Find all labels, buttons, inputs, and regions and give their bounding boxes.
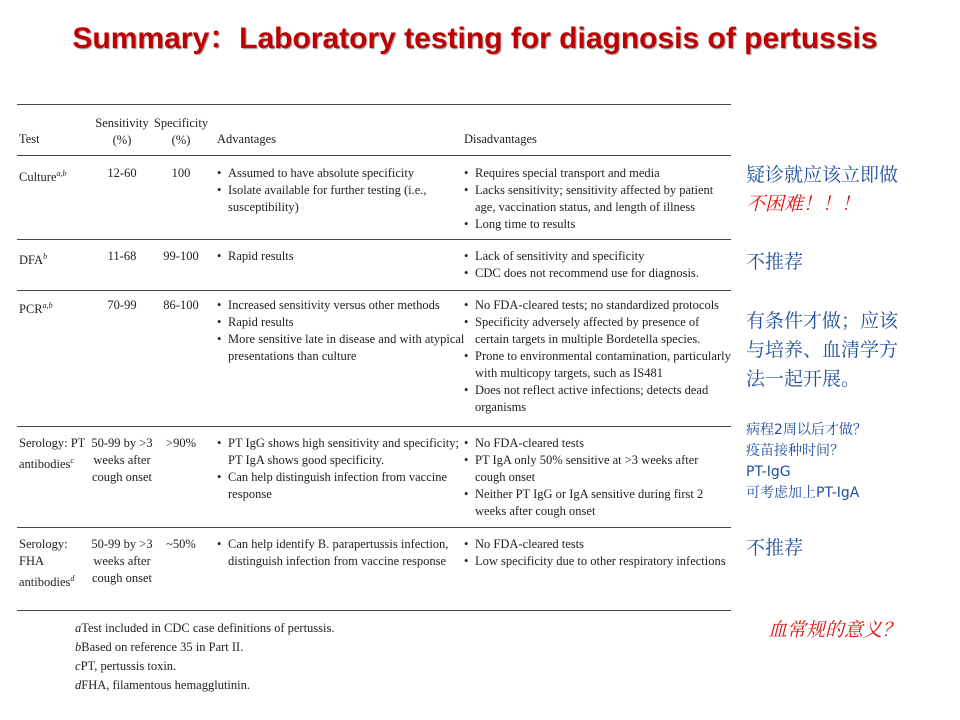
table-row-culture <box>17 156 731 240</box>
advantage-item: • Increased sensitivity versus other methods <box>217 297 467 314</box>
table-row-dfa <box>17 240 731 291</box>
disadvantages-list <box>464 248 732 282</box>
disadvantage-item: • Specificity adversely affected by presence of certain targets in multiple Bordetella species. <box>464 314 732 348</box>
test-footnote-marker: c <box>70 456 74 465</box>
test-name <box>19 248 89 269</box>
footnote-text: Based on reference 35 in Part II. <box>81 640 244 654</box>
test-name <box>19 435 89 473</box>
test-footnote-marker: a,b <box>56 169 67 178</box>
specificity-value: 100 <box>171 166 191 180</box>
side-note-pt-line4: 可考虑加上PT-IgA <box>746 485 860 501</box>
disadvantage-item: • CDC does not recommend use for diagnosis. <box>464 265 732 282</box>
disadvantage-item: • Prone to environmental contamination, particularly with multicopy targets, such as IS481 <box>464 348 732 382</box>
disadvantage-item: • Low specificity due to other respiratory infections <box>464 553 732 570</box>
footnotes <box>75 619 375 695</box>
advantage-item: • Can help identify B. parapertussis infection, distinguish infection from vaccine response <box>217 536 467 570</box>
footnote-text: Test included in CDC case definitions of pertussis. <box>81 621 335 635</box>
test-name <box>19 297 89 318</box>
table-row-serology-fha <box>17 528 731 611</box>
footnote-b <box>75 638 375 657</box>
side-note-pcr-line2: 与培养、血清学方 <box>746 339 899 361</box>
table-row-pcr <box>17 291 731 427</box>
header-test: Test <box>19 132 40 146</box>
footnote-c <box>75 657 375 676</box>
footnote-d <box>75 676 375 695</box>
header-sensitivity: Sensitivity (%) <box>95 116 149 147</box>
side-note-pcr-line1: 有条件才做；应该 <box>746 310 899 332</box>
test-footnote-marker: d <box>70 574 75 583</box>
side-note-pcr <box>746 307 898 394</box>
footnote-a <box>75 619 375 638</box>
test-name-text: DFA <box>19 253 44 268</box>
side-note-fha: 不推荐 <box>746 537 804 559</box>
test-name-text: Culture <box>19 170 57 185</box>
advantage-item: • Rapid results <box>217 248 467 265</box>
test-name-text: PCR <box>19 302 43 317</box>
test-footnote-marker: b <box>43 252 48 261</box>
header-specificity: Specificity (%) <box>153 116 209 147</box>
disadvantages-list <box>464 297 732 416</box>
advantages-list <box>217 536 467 570</box>
header-disadvantages: Disadvantages <box>464 132 537 146</box>
test-name <box>19 536 89 591</box>
title-text: Laboratory testing for diagnosis of pertussis <box>239 22 878 55</box>
disadvantage-item: • Long time to results <box>464 216 732 233</box>
side-note-culture-emphasis: 不困难！！！ <box>746 193 861 215</box>
disadvantage-item: • Neither PT IgG or IgA sensitive during first 2 weeks after cough onset <box>464 486 732 520</box>
title-separator: ： <box>209 22 240 55</box>
side-note-pcr-line3: 法一起开展。 <box>746 368 861 390</box>
disadvantages-list <box>464 165 732 233</box>
disadvantage-item: • Lacks sensitivity; sensitivity affected by patient age, vaccination status, and length of illness <box>464 182 732 216</box>
lab-testing-table <box>17 104 731 611</box>
side-note-pt-line2: 疫苗接种时间？ <box>746 443 844 459</box>
side-note-dfa: 不推荐 <box>746 251 804 273</box>
disadvantage-item: • Lack of sensitivity and specificity <box>464 248 732 265</box>
advantages-list <box>217 297 467 365</box>
footnote-key: b <box>75 640 82 654</box>
sensitivity-value: 11-68 <box>107 249 137 263</box>
test-name <box>19 165 89 186</box>
disadvantage-item: • No FDA-cleared tests <box>464 536 732 553</box>
advantage-item: • Isolate available for further testing (i.e., susceptibility) <box>217 182 467 216</box>
side-note-blood-routine: 血常规的意义？ <box>768 619 902 641</box>
test-footnote-marker: a,b <box>42 301 53 310</box>
specificity-value: 99-100 <box>163 249 199 263</box>
sensitivity-value: 70-99 <box>107 298 137 312</box>
advantages-list <box>217 248 467 265</box>
side-note-pt <box>746 420 867 504</box>
side-note-culture <box>746 161 898 219</box>
advantage-item: • Rapid results <box>217 314 467 331</box>
table-header-row <box>17 105 731 156</box>
footnote-key: d <box>75 678 82 692</box>
footnote-key: c <box>75 659 81 673</box>
side-note-pt-line3: PT-IgG <box>746 464 791 480</box>
advantages-list <box>217 165 467 216</box>
disadvantage-item: • Requires special transport and media <box>464 165 732 182</box>
disadvantages-list <box>464 536 732 570</box>
side-note-pt-line1: 病程2周以后才做？ <box>746 422 867 438</box>
disadvantage-item: • PT IgA only 50% sensitive at >3 weeks after cough onset <box>464 452 732 486</box>
slide-title <box>60 20 890 58</box>
specificity-value: 86-100 <box>163 298 199 312</box>
disadvantages-list <box>464 435 732 520</box>
disadvantage-item: • No FDA-cleared tests <box>464 435 732 452</box>
title-prefix: Summary <box>72 22 210 55</box>
table-row-serology-pt <box>17 427 731 528</box>
sensitivity-value: 12-60 <box>107 166 137 180</box>
advantage-item: • Assumed to have absolute specificity <box>217 165 467 182</box>
footnote-key: a <box>75 621 82 635</box>
footnote-text: PT, pertussis toxin. <box>80 659 177 673</box>
header-advantages: Advantages <box>217 132 277 146</box>
disadvantage-item: • No FDA-cleared tests; no standardized protocols <box>464 297 732 314</box>
disadvantage-item: • Does not reflect active infections; detects dead organisms <box>464 382 732 416</box>
footnote-text: FHA, filamentous hemagglutinin. <box>81 678 250 692</box>
advantages-list <box>217 435 467 503</box>
test-name-text: Serology: FHA antibodies <box>19 537 71 590</box>
specificity-value: >90% <box>166 436 196 450</box>
test-name-text: Serology: PT antibodies <box>19 436 86 472</box>
sensitivity-value: 50-99 by >3 weeks after cough onset <box>91 537 153 585</box>
side-note-culture-line1: 疑诊就应该立即做 <box>746 164 899 186</box>
advantage-item: • Can help distinguish infection from vaccine response <box>217 469 467 503</box>
advantage-item: • PT IgG shows high sensitivity and specificity; PT IgA shows good specificity. <box>217 435 467 469</box>
specificity-value: ~50% <box>166 537 196 551</box>
advantage-item: • More sensitive late in disease and with atypical presentations than culture <box>217 331 467 365</box>
sensitivity-value: 50-99 by >3 weeks after cough onset <box>91 436 153 484</box>
